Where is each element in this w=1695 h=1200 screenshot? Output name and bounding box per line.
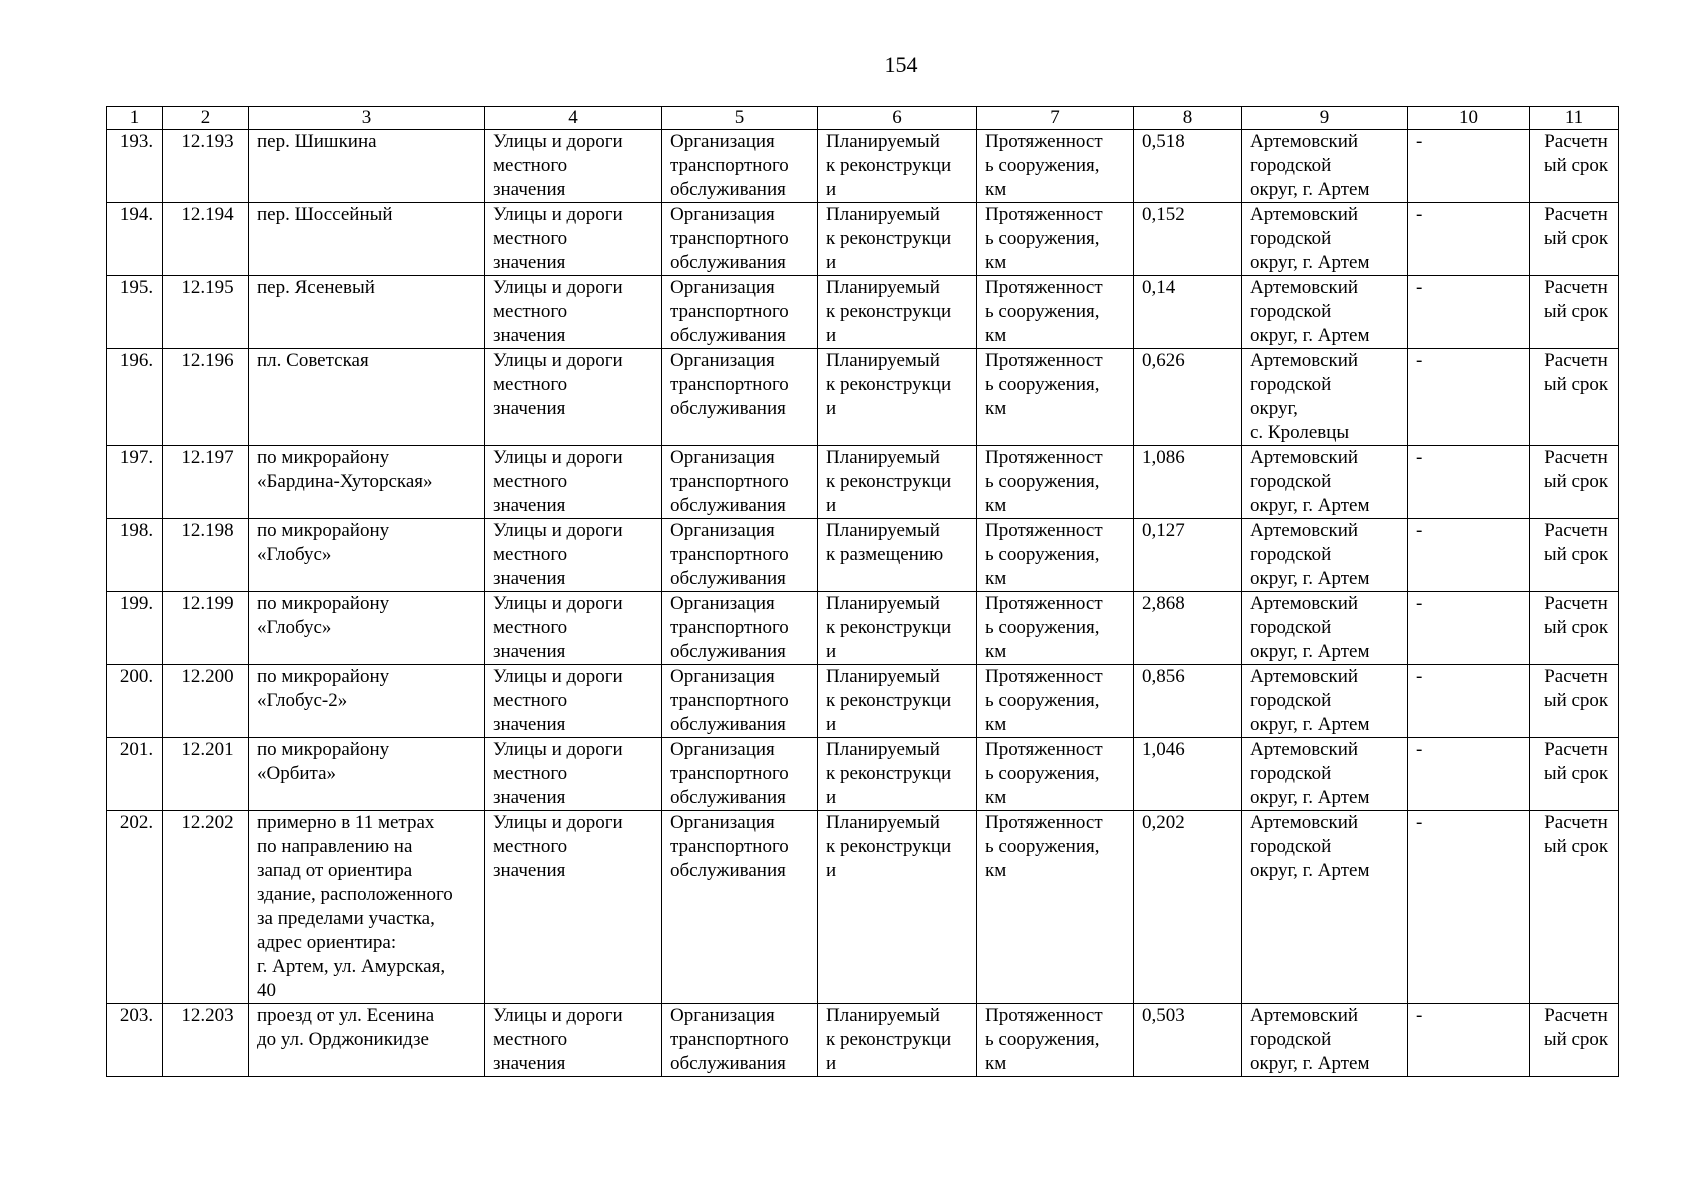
term-cell: Расчетн ый срок bbox=[1530, 519, 1619, 592]
characteristic-cell: Протяженност ь сооружения, км bbox=[977, 203, 1134, 276]
table-row bbox=[107, 276, 1619, 349]
object-name-cell: по микрорайону «Бардина-Хуторская» bbox=[249, 446, 485, 519]
object-name-cell: примерно в 11 метрах по направлению на запад от ориентира здание, расположенного за пределами участка, адрес ориентира: г. Артем, ул. Амурская, 40 bbox=[249, 811, 485, 1004]
column-header: 11 bbox=[1530, 107, 1619, 130]
row-number-cell: 194. bbox=[107, 203, 163, 276]
purpose-cell: Организация транспортного обслуживания bbox=[662, 592, 818, 665]
status-cell: Планируемый к реконструкци и bbox=[818, 811, 977, 1004]
object-name-cell: пер. Шоссейный bbox=[249, 203, 485, 276]
category-cell: Улицы и дороги местного значения bbox=[485, 665, 662, 738]
row-number-cell: 197. bbox=[107, 446, 163, 519]
location-cell: Артемовский городской округ, г. Артем bbox=[1242, 738, 1408, 811]
category-cell: Улицы и дороги местного значения bbox=[485, 446, 662, 519]
column-header: 6 bbox=[818, 107, 977, 130]
zone-cell: - bbox=[1408, 665, 1530, 738]
object-name-cell: по микрорайону «Глобус» bbox=[249, 519, 485, 592]
term-cell: Расчетн ый срок bbox=[1530, 592, 1619, 665]
location-cell: Артемовский городской округ, г. Артем bbox=[1242, 130, 1408, 203]
location-cell: Артемовский городской округ, г. Артем bbox=[1242, 276, 1408, 349]
category-cell: Улицы и дороги местного значения bbox=[485, 130, 662, 203]
object-name-cell: по микрорайону «Глобус» bbox=[249, 592, 485, 665]
column-header: 7 bbox=[977, 107, 1134, 130]
status-cell: Планируемый к реконструкци и bbox=[818, 276, 977, 349]
row-number-cell: 200. bbox=[107, 665, 163, 738]
characteristic-cell: Протяженност ь сооружения, км bbox=[977, 349, 1134, 446]
objects-table bbox=[106, 106, 1619, 1077]
status-cell: Планируемый к реконструкци и bbox=[818, 349, 977, 446]
term-cell: Расчетн ый срок bbox=[1530, 1004, 1619, 1077]
zone-cell: - bbox=[1408, 592, 1530, 665]
location-cell: Артемовский городской округ, г. Артем bbox=[1242, 446, 1408, 519]
table-body bbox=[107, 130, 1619, 1077]
object-id-cell: 12.201 bbox=[163, 738, 249, 811]
table-row bbox=[107, 349, 1619, 446]
term-cell: Расчетн ый срок bbox=[1530, 130, 1619, 203]
status-cell: Планируемый к размещению bbox=[818, 519, 977, 592]
purpose-cell: Организация транспортного обслуживания bbox=[662, 519, 818, 592]
page-number: 154 bbox=[884, 52, 918, 77]
purpose-cell: Организация транспортного обслуживания bbox=[662, 811, 818, 1004]
row-number-cell: 195. bbox=[107, 276, 163, 349]
zone-cell: - bbox=[1408, 1004, 1530, 1077]
category-cell: Улицы и дороги местного значения bbox=[485, 276, 662, 349]
object-id-cell: 12.193 bbox=[163, 130, 249, 203]
table-row bbox=[107, 811, 1619, 1004]
status-cell: Планируемый к реконструкци и bbox=[818, 203, 977, 276]
object-name-cell: по микрорайону «Глобус-2» bbox=[249, 665, 485, 738]
object-id-cell: 12.194 bbox=[163, 203, 249, 276]
object-name-cell: проезд от ул. Есенина до ул. Орджоникидзе bbox=[249, 1004, 485, 1077]
zone-cell: - bbox=[1408, 446, 1530, 519]
table-row bbox=[107, 130, 1619, 203]
characteristic-cell: Протяженност ь сооружения, км bbox=[977, 665, 1134, 738]
value-cell: 0,518 bbox=[1134, 130, 1242, 203]
object-name-cell: пер. Ясеневый bbox=[249, 276, 485, 349]
object-id-cell: 12.198 bbox=[163, 519, 249, 592]
zone-cell: - bbox=[1408, 519, 1530, 592]
column-header: 3 bbox=[249, 107, 485, 130]
column-header: 1 bbox=[107, 107, 163, 130]
object-id-cell: 12.200 bbox=[163, 665, 249, 738]
zone-cell: - bbox=[1408, 738, 1530, 811]
zone-cell: - bbox=[1408, 130, 1530, 203]
object-id-cell: 12.203 bbox=[163, 1004, 249, 1077]
purpose-cell: Организация транспортного обслуживания bbox=[662, 349, 818, 446]
purpose-cell: Организация транспортного обслуживания bbox=[662, 203, 818, 276]
purpose-cell: Организация транспортного обслуживания bbox=[662, 276, 818, 349]
location-cell: Артемовский городской округ, г. Артем bbox=[1242, 519, 1408, 592]
table-row bbox=[107, 738, 1619, 811]
row-number-cell: 203. bbox=[107, 1004, 163, 1077]
row-number-cell: 193. bbox=[107, 130, 163, 203]
header-row bbox=[107, 107, 1619, 130]
zone-cell: - bbox=[1408, 349, 1530, 446]
term-cell: Расчетн ый срок bbox=[1530, 276, 1619, 349]
zone-cell: - bbox=[1408, 811, 1530, 1004]
value-cell: 0,856 bbox=[1134, 665, 1242, 738]
category-cell: Улицы и дороги местного значения bbox=[485, 519, 662, 592]
status-cell: Планируемый к реконструкци и bbox=[818, 130, 977, 203]
status-cell: Планируемый к реконструкци и bbox=[818, 665, 977, 738]
category-cell: Улицы и дороги местного значения bbox=[485, 738, 662, 811]
characteristic-cell: Протяженност ь сооружения, км bbox=[977, 592, 1134, 665]
object-name-cell: по микрорайону «Орбита» bbox=[249, 738, 485, 811]
term-cell: Расчетн ый срок bbox=[1530, 665, 1619, 738]
status-cell: Планируемый к реконструкци и bbox=[818, 446, 977, 519]
term-cell: Расчетн ый срок bbox=[1530, 811, 1619, 1004]
category-cell: Улицы и дороги местного значения bbox=[485, 349, 662, 446]
status-cell: Планируемый к реконструкци и bbox=[818, 1004, 977, 1077]
value-cell: 0,202 bbox=[1134, 811, 1242, 1004]
characteristic-cell: Протяженност ь сооружения, км bbox=[977, 1004, 1134, 1077]
value-cell: 0,127 bbox=[1134, 519, 1242, 592]
characteristic-cell: Протяженност ь сооружения, км bbox=[977, 519, 1134, 592]
column-header: 10 bbox=[1408, 107, 1530, 130]
purpose-cell: Организация транспортного обслуживания bbox=[662, 130, 818, 203]
category-cell: Улицы и дороги местного значения bbox=[485, 592, 662, 665]
term-cell: Расчетн ый срок bbox=[1530, 738, 1619, 811]
characteristic-cell: Протяженност ь сооружения, км bbox=[977, 738, 1134, 811]
status-cell: Планируемый к реконструкци и bbox=[818, 592, 977, 665]
purpose-cell: Организация транспортного обслуживания bbox=[662, 738, 818, 811]
value-cell: 0,626 bbox=[1134, 349, 1242, 446]
location-cell: Артемовский городской округ, г. Артем bbox=[1242, 592, 1408, 665]
characteristic-cell: Протяженност ь сооружения, км bbox=[977, 811, 1134, 1004]
value-cell: 1,086 bbox=[1134, 446, 1242, 519]
column-header: 5 bbox=[662, 107, 818, 130]
value-cell: 2,868 bbox=[1134, 592, 1242, 665]
object-id-cell: 12.199 bbox=[163, 592, 249, 665]
object-id-cell: 12.196 bbox=[163, 349, 249, 446]
purpose-cell: Организация транспортного обслуживания bbox=[662, 1004, 818, 1077]
location-cell: Артемовский городской округ, г. Артем bbox=[1242, 665, 1408, 738]
table-row bbox=[107, 519, 1619, 592]
status-cell: Планируемый к реконструкци и bbox=[818, 738, 977, 811]
row-number-cell: 196. bbox=[107, 349, 163, 446]
object-name-cell: пл. Советская bbox=[249, 349, 485, 446]
purpose-cell: Организация транспортного обслуживания bbox=[662, 665, 818, 738]
characteristic-cell: Протяженност ь сооружения, км bbox=[977, 276, 1134, 349]
table-row bbox=[107, 203, 1619, 276]
location-cell: Артемовский городской округ, г. Артем bbox=[1242, 811, 1408, 1004]
table-row bbox=[107, 665, 1619, 738]
location-cell: Артемовский городской округ, с. Кролевцы bbox=[1242, 349, 1408, 446]
row-number-cell: 202. bbox=[107, 811, 163, 1004]
column-header: 2 bbox=[163, 107, 249, 130]
zone-cell: - bbox=[1408, 203, 1530, 276]
table-row bbox=[107, 1004, 1619, 1077]
row-number-cell: 199. bbox=[107, 592, 163, 665]
category-cell: Улицы и дороги местного значения bbox=[485, 1004, 662, 1077]
column-header: 4 bbox=[485, 107, 662, 130]
value-cell: 0,152 bbox=[1134, 203, 1242, 276]
characteristic-cell: Протяженност ь сооружения, км bbox=[977, 446, 1134, 519]
location-cell: Артемовский городской округ, г. Артем bbox=[1242, 1004, 1408, 1077]
term-cell: Расчетн ый срок bbox=[1530, 203, 1619, 276]
term-cell: Расчетн ый срок bbox=[1530, 446, 1619, 519]
term-cell: Расчетн ый срок bbox=[1530, 349, 1619, 446]
row-number-cell: 198. bbox=[107, 519, 163, 592]
object-id-cell: 12.197 bbox=[163, 446, 249, 519]
object-id-cell: 12.202 bbox=[163, 811, 249, 1004]
location-cell: Артемовский городской округ, г. Артем bbox=[1242, 203, 1408, 276]
column-header: 8 bbox=[1134, 107, 1242, 130]
zone-cell: - bbox=[1408, 276, 1530, 349]
value-cell: 0,14 bbox=[1134, 276, 1242, 349]
value-cell: 0,503 bbox=[1134, 1004, 1242, 1077]
column-header: 9 bbox=[1242, 107, 1408, 130]
table-row bbox=[107, 592, 1619, 665]
object-id-cell: 12.195 bbox=[163, 276, 249, 349]
value-cell: 1,046 bbox=[1134, 738, 1242, 811]
table-row bbox=[107, 446, 1619, 519]
object-name-cell: пер. Шишкина bbox=[249, 130, 485, 203]
purpose-cell: Организация транспортного обслуживания bbox=[662, 446, 818, 519]
category-cell: Улицы и дороги местного значения bbox=[485, 811, 662, 1004]
row-number-cell: 201. bbox=[107, 738, 163, 811]
category-cell: Улицы и дороги местного значения bbox=[485, 203, 662, 276]
characteristic-cell: Протяженност ь сооружения, км bbox=[977, 130, 1134, 203]
